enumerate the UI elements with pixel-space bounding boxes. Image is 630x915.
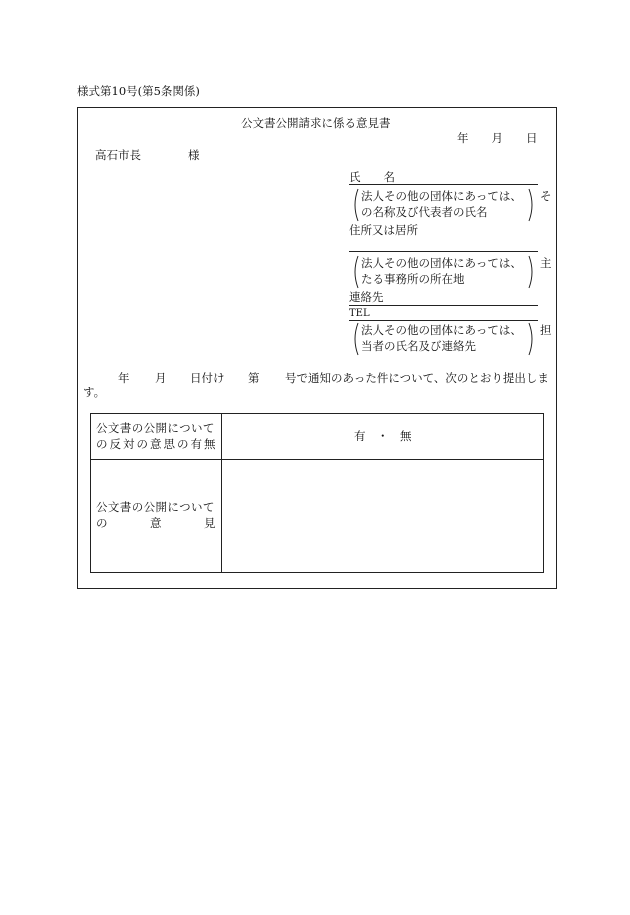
contact-note-line1: 法人その他の団体にあっては、 [361, 323, 522, 337]
close-bracket-icon [527, 322, 535, 356]
close-bracket-icon [527, 255, 535, 289]
row1-label-line1: 公文書の公開について [96, 421, 215, 435]
notice-body-line1: 号で通知のあった件について、次のとおり提出しま [285, 371, 549, 385]
tel-underline [349, 320, 538, 321]
open-bracket-icon [352, 255, 360, 289]
notice-number: 第 [248, 371, 260, 385]
open-bracket-icon [352, 322, 360, 356]
addressee-honorific: 様 [188, 148, 200, 162]
name-note-line1: 法人その他の団体にあっては、 [361, 189, 522, 203]
contact-underline [349, 305, 538, 306]
row2-label-line1: 公文書の公開について [96, 500, 215, 514]
row1-label-line2: の反対の意思の有無 [96, 437, 218, 451]
notice-day: 日付け [190, 371, 225, 385]
row2-opinion-field [222, 460, 543, 572]
name-underline [349, 184, 538, 185]
notice-year: 年 [118, 371, 130, 385]
tel-label: TEL [349, 308, 370, 319]
opinion-table [90, 413, 544, 573]
address-note-line1: 法人その他の団体にあっては、 [361, 256, 522, 270]
notice-month: 月 [155, 371, 167, 385]
contact-note-overflow: 担 [540, 323, 552, 337]
address-note-overflow: 主 [540, 256, 552, 270]
row2-label-line2: の 意 見 [96, 516, 218, 530]
address-underline [349, 251, 538, 252]
address-note-line2: たる事務所の所在地 [361, 272, 465, 286]
form-number: 様式第10号(第5条関係) [77, 84, 200, 98]
applicant-name-label: 氏 名 [349, 170, 395, 184]
contact-label: 連絡先 [349, 290, 384, 304]
contact-note-line2: 当者の氏名及び連絡先 [361, 339, 476, 353]
open-bracket-icon [352, 188, 360, 222]
date-line: 年 月 日 [457, 131, 538, 145]
row1-value: 有 ・ 無 [354, 429, 412, 443]
address-label: 住所又は居所 [349, 223, 418, 237]
document-title: 公文書公開請求に係る意見書 [241, 116, 391, 130]
close-bracket-icon [527, 188, 535, 222]
addressee-name: 高石市長 [95, 148, 141, 162]
name-note-overflow: そ [540, 189, 552, 203]
name-note-line2: の名称及び代表者の氏名 [361, 205, 488, 219]
notice-body-line2: す。 [83, 385, 106, 399]
